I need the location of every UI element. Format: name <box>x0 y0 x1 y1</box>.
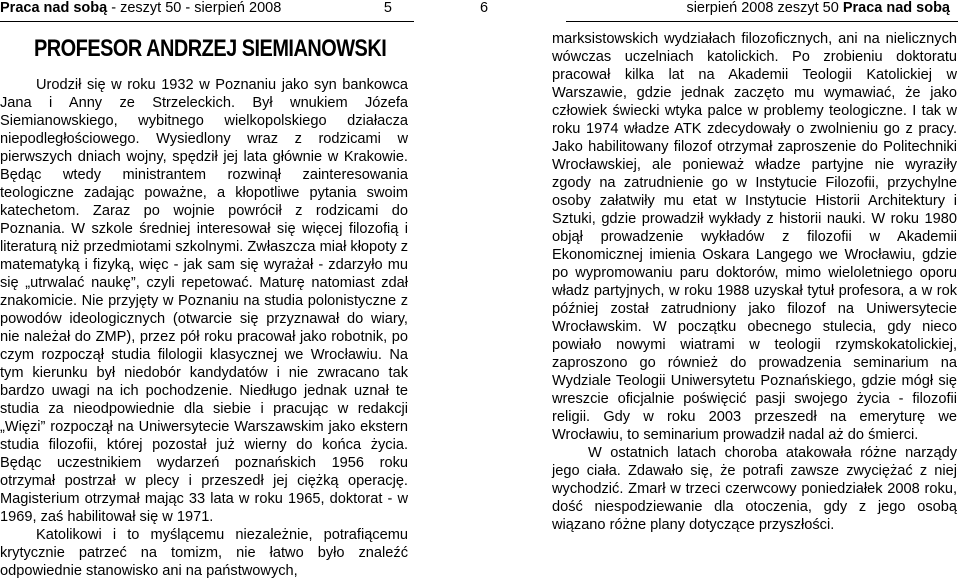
right-header-text <box>686 1 950 15</box>
article-title: PROFESOR ANDRZEJ SIEMIANOWSKI <box>34 35 387 62</box>
left-text-column <box>0 76 408 580</box>
right-header-issue: sierpień 2008 zeszyt 50 <box>686 0 839 16</box>
right-text-column <box>552 30 957 534</box>
left-page-header <box>0 0 414 22</box>
right-page-number: 6 <box>480 0 489 16</box>
right-paragraph-2: W ostatnich latach choroba atakowała różne narządy jego ciała. Zdawało się, że potrafi zawsze zwyciężać z niej wychodzić. Zmarł w trzeci czerwcowy poniedziałek 2008 roku, dość niespodziewanie dla otoczenia, gdy z jego osobą wiązano różne plany dotyczące przyszłości. <box>552 445 957 533</box>
left-paragraph-1: Urodził się w roku 1932 w Poznaniu jako syn bankowca Jana i Anny ze Strzeleckich. Był wnukiem Józefa Siemianowskiego, wybitnego wielkopolskiego działacza niepodległościowego. Wysiedlony wraz z rodzicami w pierwszych dniach wojny, spędził jej lata głównie w Krakowie. Będąc wtedy ministrantem rozwinął zainteresowania teologiczne zadając poważne, a kłopotliwe pytania swoim katechetom. Zaraz po wojnie powrócił z rodzicami do Poznania. W szkole średniej interesował się więcej filozofią i literaturą niż przedmiotami szkolnymi. Zwłaszcza miał kłopoty z matematyką i fizyką, więc - jak sam się wyrażał - zdarzyło mu się „utrwalać naukę”, czyli repetować. Maturę natomiast zdał znakomicie. Nie przyjęty w Poznaniu na studia polonistyczne z powodów ideologicznych (otwarcie się przyznawał do wiary, nie należał do ZMP), przez pół roku pracował jako robotnik, po czym rozpoczął studia filologii klasycznej we Wrocławiu. Na tym kierunku był niedobór kandydatów i nie zwracano tak bardzo uwagi na ich pochodzenie. Niedługo jednak uznał te studia za nieodpowiednie dla siebie i pracując w redakcji „Więzi” rozpoczął na Uniwersytecie Warszawskim jako ekstern studia filozofii, której pozostał już wierny do końca życia. Będąc uczestnikiem wydarzeń poznańskich 1956 roku otrzymał postrzał w plecy i przeszedł jej ciężką operację. Magisterium otrzymał mając 33 lata w roku 1965, doktorat - w 1969, zaś habilitował się w 1971. <box>0 77 408 525</box>
left-header-issue: - zeszyt 50 - sierpień 2008 <box>111 0 282 16</box>
left-page-number: 5 <box>383 0 392 16</box>
left-paragraph-2: Katolikowi i to myślącemu niezależnie, potrafiącemu krytycznie patrzeć na tomizm, nie łatwo było znaleźć odpowiednie stanowisko ani na państwowych, <box>0 527 408 579</box>
right-header-series: Praca nad sobą <box>842 0 950 16</box>
right-page-header <box>480 0 958 22</box>
left-header-text <box>0 1 281 15</box>
right-paragraph-1: marksistowskich wydziałach filozoficznych, ani na nielicznych wówczas uczelniach katolickich. Po zrobieniu doktoratu pracował kilka lat na Akademii Teologii Katolickiej w Warszawie, gdzie jednak zaczęto mu wymawiać, że jako człowiek świecki wtyka palce w problemy teologiczne. I tak w roku 1974 władze ATK zdecydowały o zwolnieniu go z pracy. Jako habilitowany filozof otrzymał zaproszenie do Politechniki Wrocławskiej, ale ponieważ władze partyjne nie wyraziły zgody na zatrudnienie go w Instytucie Filozofii, przychylne osoby załatwiły mu etat w Instytucie Historii Architektury i Sztuki, gdzie prowadził wykłady z historii nauki. W roku 1980 objął prowadzenie wykładów z filozofii w Akademii Ekonomicznej imienia Oskara Langego we Wrocławiu, gdzie po wypromowaniu paru doktorów, mimo wieloletniego oporu władz partyjnych, w roku 1988 uzyskał tytuł profesora, a w rok później został zatrudniony jako filozof na Uniwersytecie Wrocławskim. W początku obecnego stulecia, gdy nieco powiało nowymi wiatrami w teologii rzymskokatolickiej, zaproszono go również do prowadzenia seminarium na Wydziale Teologii Uniwersytetu Poznańskiego, gdzie mógł się wreszcie oficjalnie poświęcić pasji swojego życia - filozofii religii. Gdy w roku 2003 przeszedł na emeryturę we Wrocławiu, to seminarium prowadził nadal aż do śmierci. <box>552 31 957 443</box>
left-header-series: Praca nad sobą <box>0 0 108 16</box>
right-page <box>480 0 960 582</box>
